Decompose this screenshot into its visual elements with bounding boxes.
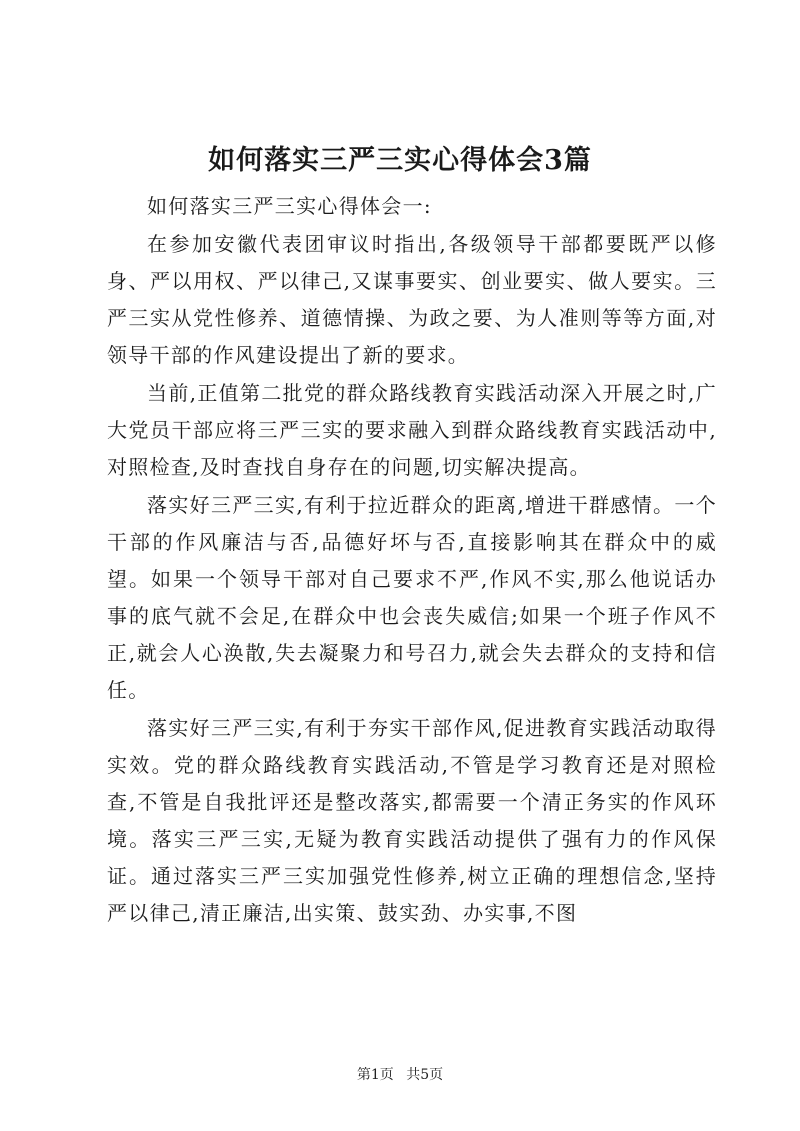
- document-body: [107, 188, 717, 932]
- paragraph: 落实好三严三实,有利于夯实干部作风,促进教育实践活动取得实效。党的群众路线教育实践活动,不管是学习教育还是对照检查,不管是自我批评还是整改落实,都需要一个清正务实的作风环境。落实三严三实,无疑为教育实践活动提供了强有力的作风保证。通过落实三严三实加强党性修养,树立正确的理想信念,坚持严以律己,清正廉洁,出实策、鼓实劲、办实事,不图: [107, 716, 717, 925]
- paragraph: 落实好三严三实,有利于拉近群众的距离,增进干群感情。一个干部的作风廉洁与否,品德好坏与否,直接影响其在群众中的威望。如果一个领导干部对自己要求不严,作风不实,那么他说话办事的底气就不会足,在群众中也会丧失威信;如果一个班子作风不正,就会人心涣散,失去凝聚力和号召力,就会失去群众的支持和信任。: [107, 493, 717, 702]
- page-number: 第1页: [356, 1067, 394, 1083]
- paragraph: 在参加安徽代表团审议时指出,各级领导干部都要既严以修身、严以用权、严以律己,又谋事要实、创业要实、做人要实。三严三实从党性修养、道德情操、为政之要、为人准则等等方面,对领导干部的作风建设提出了新的要求。: [107, 232, 717, 367]
- paragraph-heading: 如何落实三严三实心得体会一:: [147, 194, 432, 218]
- page-footer: [0, 1064, 800, 1084]
- paragraph: 当前,正值第二批党的群众路线教育实践活动深入开展之时,广大党员干部应将三严三实的要求融入到群众路线教育实践活动中,对照检查,及时查找自身存在的问题,切实解决提高。: [107, 381, 717, 479]
- document-title: 如何落实三严三实心得体会3篇: [208, 145, 592, 176]
- page-total: 共5页: [406, 1067, 444, 1083]
